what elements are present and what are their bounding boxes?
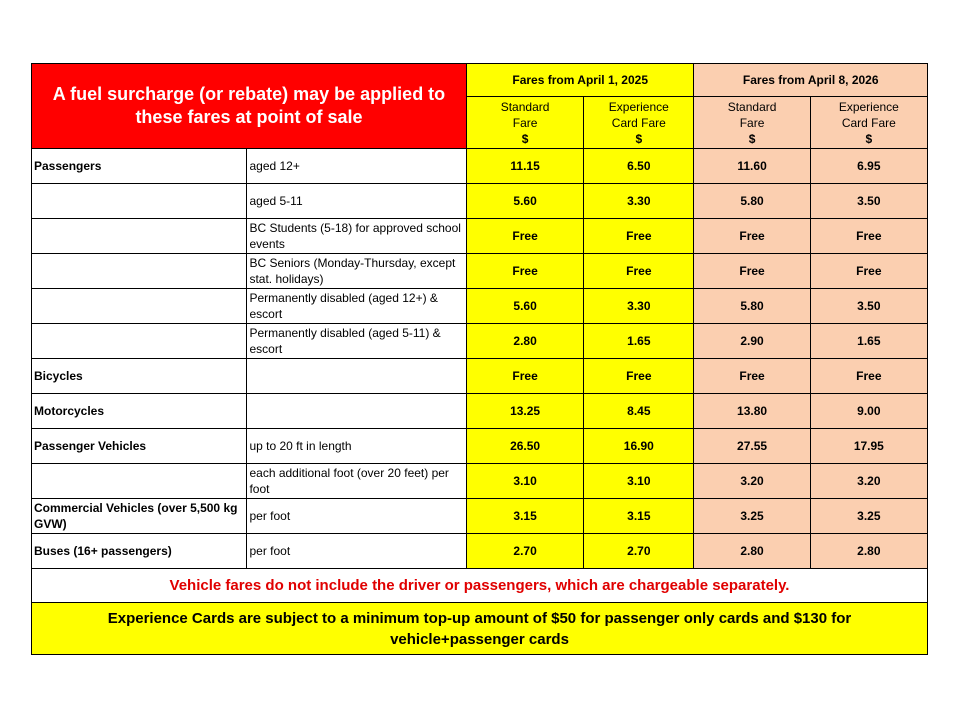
fare-value-standard-2025: 13.25 <box>466 394 583 429</box>
row-detail: BC Seniors (Monday-Thursday, except stat. holidays) <box>247 254 466 289</box>
fare-row <box>32 359 928 394</box>
row-detail: per foot <box>247 534 466 569</box>
standard-fare-header-2025 <box>466 97 583 149</box>
row-detail: Permanently disabled (aged 5-11) & escort <box>247 324 466 359</box>
fare-value-experience-2025: 16.90 <box>584 429 694 464</box>
fare-value-standard-2025: 3.10 <box>466 464 583 499</box>
row-detail: Permanently disabled (aged 12+) & escort <box>247 289 466 324</box>
fare-value-experience-2026: 9.00 <box>810 394 927 429</box>
header-line: Standard <box>500 99 550 114</box>
fare-value-experience-2026: Free <box>810 359 927 394</box>
fare-row <box>32 464 928 499</box>
fare-row <box>32 254 928 289</box>
fare-value-standard-2025: 3.15 <box>466 499 583 534</box>
fare-value-standard-2026: Free <box>694 359 810 394</box>
fare-row <box>32 289 928 324</box>
fare-table-body <box>32 64 928 655</box>
fare-value-experience-2026: 3.50 <box>810 184 927 219</box>
experience-note-row <box>32 603 928 655</box>
header-line: Experience <box>838 99 899 114</box>
fare-value-standard-2026: Free <box>694 254 810 289</box>
header-line: Standard <box>727 99 777 114</box>
fare-value-experience-2026: 1.65 <box>810 324 927 359</box>
experience-fare-header-2025 <box>584 97 694 149</box>
fare-row <box>32 149 928 184</box>
fare-value-experience-2026: Free <box>810 219 927 254</box>
currency-symbol: $ <box>748 131 756 146</box>
header-line: Fare <box>739 115 765 130</box>
fare-value-experience-2025: Free <box>584 359 694 394</box>
experience-card-note: Experience Cards are subject to a minimum top-up amount of $50 for passenger only cards and $130 for vehicle+passenger cards <box>32 603 928 655</box>
fare-value-experience-2025: 6.50 <box>584 149 694 184</box>
fare-table <box>31 63 928 655</box>
fare-value-standard-2026: 27.55 <box>694 429 810 464</box>
fare-value-standard-2026: 5.80 <box>694 184 810 219</box>
fare-value-experience-2025: 1.65 <box>584 324 694 359</box>
fare-value-experience-2025: 3.10 <box>584 464 694 499</box>
fare-row <box>32 394 928 429</box>
fare-value-standard-2026: 13.80 <box>694 394 810 429</box>
fare-value-standard-2025: 2.70 <box>466 534 583 569</box>
fare-row <box>32 184 928 219</box>
row-category <box>32 219 247 254</box>
fare-value-experience-2026: 2.80 <box>810 534 927 569</box>
fuel-surcharge-banner: A fuel surcharge (or rebate) may be applied to these fares at point of sale <box>32 64 467 149</box>
header-row-periods <box>32 64 928 97</box>
fare-value-experience-2026: 6.95 <box>810 149 927 184</box>
fare-value-standard-2025: Free <box>466 359 583 394</box>
fare-value-experience-2026: 3.50 <box>810 289 927 324</box>
standard-fare-header-2026 <box>694 97 810 149</box>
fare-value-standard-2025: Free <box>466 219 583 254</box>
fare-value-standard-2025: Free <box>466 254 583 289</box>
fare-value-experience-2026: 3.20 <box>810 464 927 499</box>
fare-row <box>32 324 928 359</box>
row-detail <box>247 359 466 394</box>
fare-value-standard-2026: 11.60 <box>694 149 810 184</box>
fare-value-standard-2026: 2.80 <box>694 534 810 569</box>
row-detail: up to 20 ft in length <box>247 429 466 464</box>
fare-value-standard-2025: 5.60 <box>466 289 583 324</box>
row-detail <box>247 394 466 429</box>
fare-value-standard-2026: 3.20 <box>694 464 810 499</box>
fare-value-experience-2025: 8.45 <box>584 394 694 429</box>
fare-value-standard-2026: 2.90 <box>694 324 810 359</box>
row-category: Commercial Vehicles (over 5,500 kg GVW) <box>32 499 247 534</box>
header-line: Fare <box>512 115 538 130</box>
currency-symbol: $ <box>865 131 873 146</box>
fare-value-standard-2026: 5.80 <box>694 289 810 324</box>
fare-value-standard-2026: 3.25 <box>694 499 810 534</box>
currency-symbol: $ <box>635 131 643 146</box>
row-category: Motorcycles <box>32 394 247 429</box>
fare-value-experience-2025: Free <box>584 254 694 289</box>
fare-value-experience-2026: Free <box>810 254 927 289</box>
row-category <box>32 254 247 289</box>
fare-value-standard-2025: 5.60 <box>466 184 583 219</box>
period-header-2026: Fares from April 8, 2026 <box>694 64 928 97</box>
fare-row <box>32 219 928 254</box>
header-line: Card Fare <box>611 115 666 130</box>
row-category: Buses (16+ passengers) <box>32 534 247 569</box>
header-line: Card Fare <box>841 115 896 130</box>
row-detail: per foot <box>247 499 466 534</box>
row-detail: each additional foot (over 20 feet) per foot <box>247 464 466 499</box>
fare-value-experience-2025: 2.70 <box>584 534 694 569</box>
fare-value-experience-2025: 3.30 <box>584 289 694 324</box>
fare-row <box>32 499 928 534</box>
header-line: Experience <box>608 99 669 114</box>
experience-fare-header-2026 <box>810 97 927 149</box>
fare-value-standard-2025: 2.80 <box>466 324 583 359</box>
vehicle-note-row <box>32 569 928 603</box>
row-category: Passenger Vehicles <box>32 429 247 464</box>
fare-row <box>32 534 928 569</box>
fare-value-experience-2025: 3.30 <box>584 184 694 219</box>
row-detail: BC Students (5-18) for approved school events <box>247 219 466 254</box>
fare-value-experience-2025: Free <box>584 219 694 254</box>
fare-value-experience-2025: 3.15 <box>584 499 694 534</box>
row-category <box>32 184 247 219</box>
row-category: Passengers <box>32 149 247 184</box>
fare-value-experience-2026: 3.25 <box>810 499 927 534</box>
currency-symbol: $ <box>521 131 529 146</box>
fare-row <box>32 429 928 464</box>
row-detail: aged 5-11 <box>247 184 466 219</box>
fare-value-standard-2025: 26.50 <box>466 429 583 464</box>
row-detail: aged 12+ <box>247 149 466 184</box>
fare-value-experience-2026: 17.95 <box>810 429 927 464</box>
row-category <box>32 324 247 359</box>
period-header-2025: Fares from April 1, 2025 <box>466 64 693 97</box>
vehicle-fare-note: Vehicle fares do not include the driver or passengers, which are chargeable separately. <box>32 569 928 603</box>
fare-value-standard-2025: 11.15 <box>466 149 583 184</box>
row-category <box>32 464 247 499</box>
row-category: Bicycles <box>32 359 247 394</box>
fare-value-standard-2026: Free <box>694 219 810 254</box>
row-category <box>32 289 247 324</box>
